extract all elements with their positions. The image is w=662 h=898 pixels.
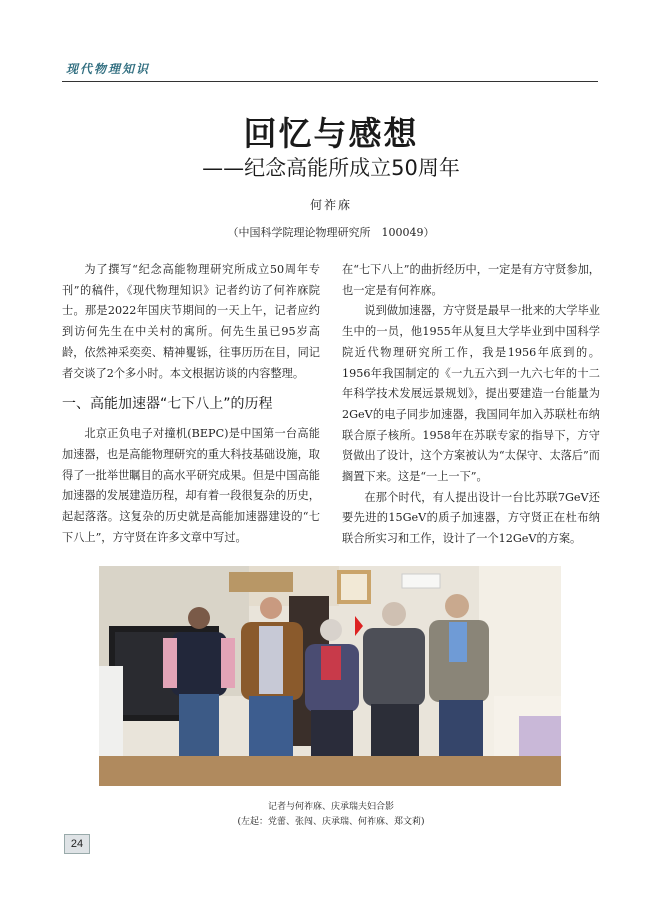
article-subtitle: ——纪念高能所成立50周年 [202, 156, 460, 180]
journal-section-tag: 现代物理知识 [66, 62, 151, 76]
right-column [342, 260, 600, 550]
body-paragraph: 北京正负电子对撞机(BEPC)是中国第一台高能加速器，也是高能物理研究的重大科技基础设施，取得了一批举世瞩目的高水平研究成果。但是中国高能加速器的发展建造历程，却有着一段很复杂的历史，起起落落。这复杂的历史就是高能加速器建设的“七下八上”，方守贤在许多文章中写过。 [62, 427, 320, 544]
article-author: 何祚庥 [309, 198, 352, 212]
group-photo [99, 566, 561, 786]
figure-caption-detail: (左起：党蕾、张闯、庆承瑞、何祚庥、郑文莉) [237, 817, 425, 827]
figure-caption: 记者与何祚庥、庆承瑞夫妇合影 [267, 802, 394, 812]
body-paragraph: 在那个时代，有人提出设计一台比苏联7GeV还要先进的15GeV的质子加速器，方守贤正在杜布纳联合所实习和工作，设计了一个12GeV的方案。 [342, 490, 600, 546]
header-divider [62, 81, 598, 82]
page-number: 24 [64, 834, 90, 854]
section-heading: 一、高能加速器“七下八上”的历程 [62, 396, 273, 413]
article-title: 回忆与感想 [243, 114, 419, 153]
intro-paragraph: 为了撰写“纪念高能物理研究所成立50周年专刊”的稿件，《现代物理知识》记者约访了何祚庥院士。那是2022年国庆节期间的一天上午，记者应约到访何先生在中关村的寓所。何先生虽已95岁高龄，依然神采奕奕、精神矍铄，往事历历在目，同记者交谈了2个多小时。本文根据访谈的内容整理。 [62, 263, 320, 380]
left-column [62, 260, 320, 548]
body-paragraph: 说到做加速器，方守贤是最早一批来的大学毕业生中的一员，他1955年从复旦大学毕业到中国科学院近代物理研究所工作，我是1956年底到的。1956年我国制定的《一九五六到一九六七年的十二年科学技术发展远景规划》，提出要建造一台能量为2GeV的电子同步加速器，我国同年加入苏联杜布纳联合原子核所。1958年在苏联专家的指导下，方守贤做出了设计，这个方案被认为“太保守、太落后”而搁置下来。这是“一上一下”。 [342, 304, 600, 484]
author-affiliation: （中国科学院理论物理研究所 100049） [227, 226, 435, 239]
body-paragraph: 在“七下八上”的曲折经历中，一定是有方守贤参加，也一定是有何祚庥。 [342, 263, 600, 297]
